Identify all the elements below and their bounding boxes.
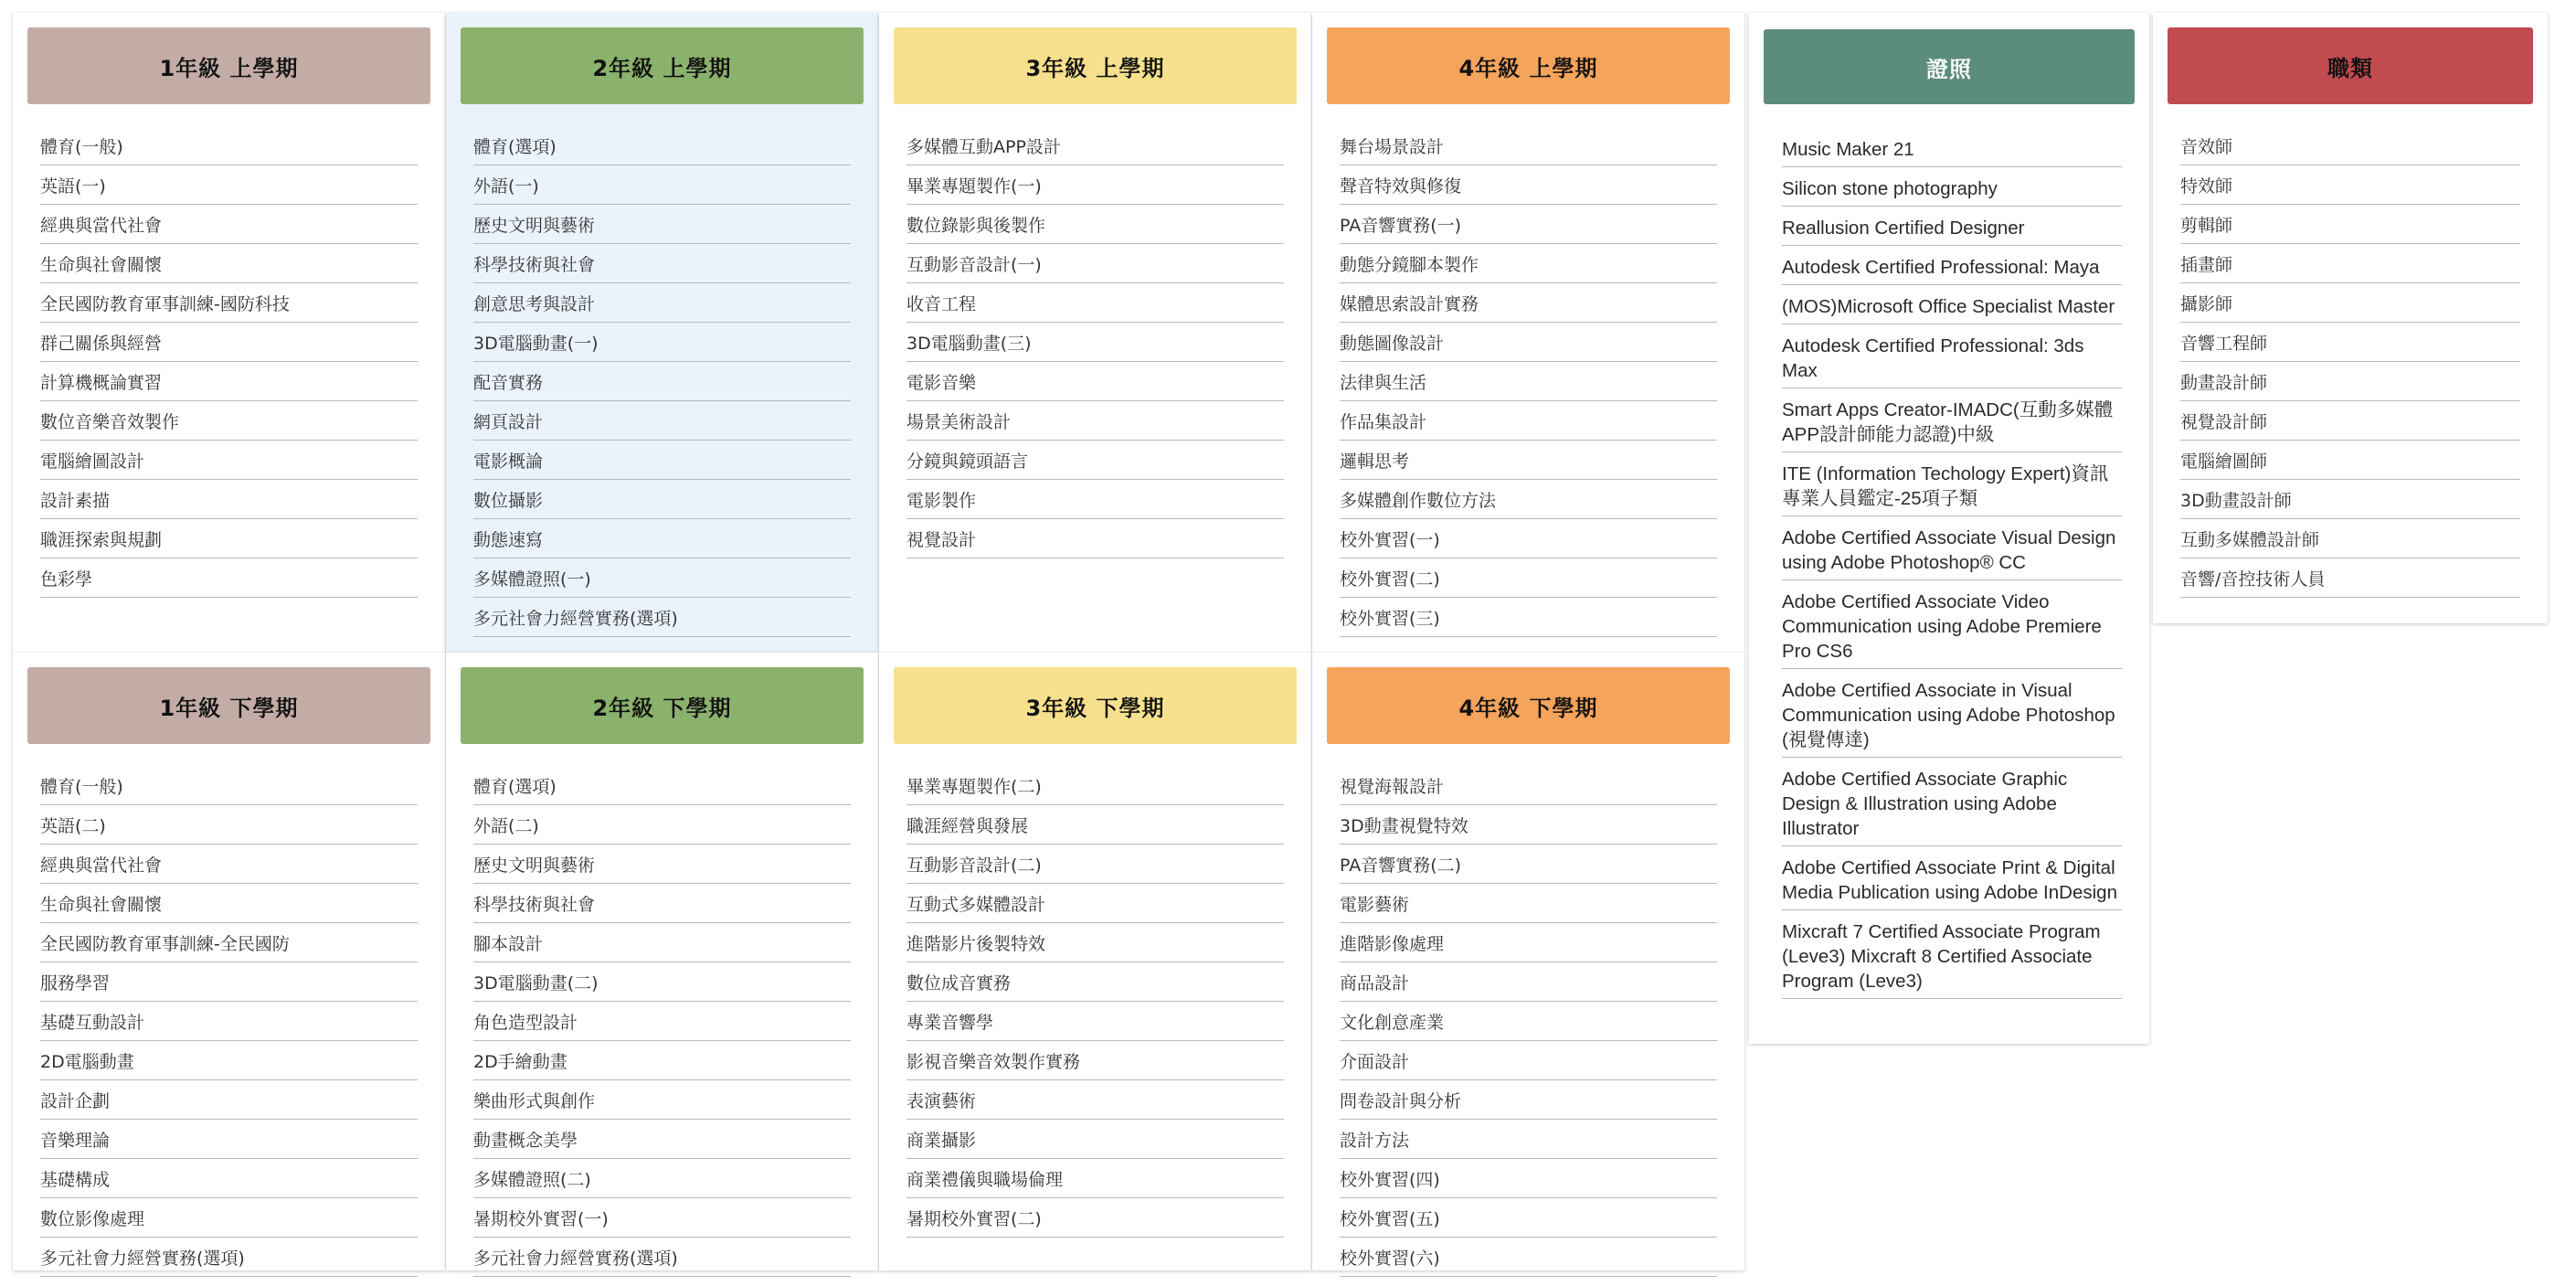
course-item: 配音實務 [473,371,851,401]
semester-header: 1年級 下學期 [27,667,430,744]
course-item: 動畫概念美學 [473,1129,851,1159]
course-item: 色彩學 [40,568,418,598]
semester-panel-y3-down [879,653,1311,1270]
certificate-item: Autodesk Certified Professional: 3ds Max [1782,334,2122,388]
course-list [40,775,418,1286]
course-item: 互動式多媒體設計 [906,893,1284,923]
course-item: 體育(選項) [473,135,851,165]
job-panel [2153,13,2548,623]
course-item: 校外實習(五) [1340,1207,1717,1238]
course-item: 數位攝影 [473,489,851,519]
certificate-item: (MOS)Microsoft Office Specialist Master [1782,294,2122,324]
job-item: 電腦繪圖師 [2180,450,2520,480]
course-item: 法律與生活 [1340,371,1717,401]
course-item: 基礎互動設計 [40,1011,418,1041]
course-list [473,135,851,646]
course-item: 多元社會力經營實務(選項) [473,607,851,637]
course-item: 動態圖像設計 [1340,332,1717,362]
course-item: 設計企劃 [40,1089,418,1120]
course-item: 畢業專題製作(一) [906,175,1284,205]
course-item: 電腦繪圖設計 [40,450,418,480]
course-item: 動態分鏡腳本製作 [1340,253,1717,283]
course-item: 全民國防教育軍事訓練-國防科技 [40,292,418,323]
semester-panel-y2-down [446,653,878,1270]
course-item: 畢業專題製作(二) [906,775,1284,805]
course-item: 電影概論 [473,450,851,480]
course-item: 2D手繪動畫 [473,1050,851,1080]
course-item: 音樂理論 [40,1129,418,1159]
job-item: 剪輯師 [2180,214,2520,244]
course-item: 3D動畫視覺特效 [1340,814,1717,845]
course-item: PA音響實務(二) [1340,854,1717,884]
course-item: 3D電腦動畫(一) [473,332,851,362]
certificate-item: Smart Apps Creator-IMADC(互動多媒體APP設計師能力認證)中級 [1782,398,2122,452]
course-item: 電影藝術 [1340,893,1717,923]
course-item: 商業攝影 [906,1129,1284,1159]
course-item: 表演藝術 [906,1089,1284,1120]
course-item: 英語(二) [40,814,418,845]
course-item: PA音響實務(一) [1340,214,1717,244]
course-item: 互動影音設計(二) [906,854,1284,884]
course-list [906,775,1284,1247]
semester-header: 3年級 上學期 [894,27,1297,104]
course-item: 多媒體互動APP設計 [906,135,1284,165]
certificate-item: Adobe Certified Associate in Visual Communication using Adobe Photoshop (視覺傳達) [1782,678,2122,758]
course-item: 影視音樂音效製作實務 [906,1050,1284,1080]
course-item: 多元社會力經營實務(選項) [40,1247,418,1277]
certificate-item: Mixcraft 7 Certified Associate Program (Leve3) Mixcraft 8 Certified Associate Program (Leve3) [1782,919,2122,999]
course-item: 校外實習(一) [1340,528,1717,558]
course-item: 校外實習(三) [1340,607,1717,637]
course-item: 舞台場景設計 [1340,135,1717,165]
semester-panel-y4-up [1312,13,1744,653]
course-item: 多媒體創作數位方法 [1340,489,1717,519]
job-header: 職類 [2168,27,2533,104]
course-item: 基礎構成 [40,1168,418,1198]
certificate-item: ITE (Information Techology Expert)資訊專業人員鑑定-25項子類 [1782,462,2122,516]
course-item: 多媒體證照(二) [473,1168,851,1198]
course-item: 3D電腦動畫(二) [473,972,851,1002]
course-item: 數位音樂音效製作 [40,410,418,441]
course-item: 角色造型設計 [473,1011,851,1041]
course-item: 收音工程 [906,292,1284,323]
certificate-list [1782,137,2122,1008]
course-item: 介面設計 [1340,1050,1717,1080]
semester-header: 3年級 下學期 [894,667,1297,744]
course-item: 分鏡與鏡頭語言 [906,450,1284,480]
course-item: 聲音特效與修復 [1340,175,1717,205]
semester-panel-y3-up [879,13,1311,653]
course-item: 視覺海報設計 [1340,775,1717,805]
course-item: 電影製作 [906,489,1284,519]
certificate-panel [1749,13,2149,1044]
course-list [473,775,851,1286]
semester-header: 4年級 下學期 [1327,667,1730,744]
certificate-item: Adobe Certified Associate Graphic Design & Illustration using Adobe Illustrator [1782,767,2122,846]
course-item: 3D電腦動畫(三) [906,332,1284,362]
course-item: 歷史文明與藝術 [473,854,851,884]
course-item: 暑期校外實習(二) [906,1207,1284,1238]
course-item: 多媒體證照(一) [473,568,851,598]
semester-header: 4年級 上學期 [1327,27,1730,104]
job-item: 視覺設計師 [2180,410,2520,441]
semester-panel-y4-down [1312,653,1744,1270]
job-item: 特效師 [2180,175,2520,205]
course-item: 進階影片後製特效 [906,932,1284,962]
job-item: 3D動畫設計師 [2180,489,2520,519]
course-item: 邏輯思考 [1340,450,1717,480]
course-list [1340,775,1717,1286]
course-item: 科學技術與社會 [473,253,851,283]
course-item: 設計方法 [1340,1129,1717,1159]
course-item: 視覺設計 [906,528,1284,558]
course-item: 動態速寫 [473,528,851,558]
semester-header: 2年級 上學期 [461,27,864,104]
course-item: 腳本設計 [473,932,851,962]
course-item: 全民國防教育軍事訓練-全民國防 [40,932,418,962]
certificate-item: Autodesk Certified Professional: Maya [1782,255,2122,285]
job-item: 動畫設計師 [2180,371,2520,401]
job-item: 互動多媒體設計師 [2180,528,2520,558]
course-item: 場景美術設計 [906,410,1284,441]
course-item: 群己關係與經營 [40,332,418,362]
semester-header: 2年級 下學期 [461,667,864,744]
job-item: 攝影師 [2180,292,2520,323]
semester-header: 1年級 上學期 [27,27,430,104]
course-item: 科學技術與社會 [473,893,851,923]
course-item: 互動影音設計(一) [906,253,1284,283]
course-item: 職涯經營與發展 [906,814,1284,845]
course-item: 校外實習(六) [1340,1247,1717,1277]
certificate-item: Adobe Certified Associate Video Communication using Adobe Premiere Pro CS6 [1782,590,2122,669]
job-item: 音響工程師 [2180,332,2520,362]
course-item: 文化創意產業 [1340,1011,1717,1041]
course-item: 數位錄影與後製作 [906,214,1284,244]
course-list [906,135,1284,568]
course-item: 計算機概論實習 [40,371,418,401]
course-item: 生命與社會關懷 [40,893,418,923]
job-item: 音響/音控技術人員 [2180,568,2520,598]
course-item: 網頁設計 [473,410,851,441]
course-list [1340,135,1717,646]
course-item: 多元社會力經營實務(選項) [473,1247,851,1277]
job-list [2180,135,2520,607]
course-item: 經典與當代社會 [40,214,418,244]
course-item: 外語(二) [473,814,851,845]
certificate-item: Music Maker 21 [1782,137,2122,167]
certificate-header: 證照 [1764,29,2135,104]
job-item: 插畫師 [2180,253,2520,283]
job-item: 音效師 [2180,135,2520,165]
semester-panel-y2-up [446,13,878,653]
certificate-item: Silicon stone photography [1782,176,2122,207]
course-list [40,135,418,607]
course-item: 職涯探索與規劃 [40,528,418,558]
semester-panel-y1-down [13,653,445,1270]
course-item: 校外實習(二) [1340,568,1717,598]
course-item: 體育(選項) [473,775,851,805]
course-item: 2D電腦動畫 [40,1050,418,1080]
course-item: 媒體思索設計實務 [1340,292,1717,323]
course-item: 設計素描 [40,489,418,519]
course-item: 英語(一) [40,175,418,205]
course-item: 體育(一般) [40,775,418,805]
course-item: 校外實習(四) [1340,1168,1717,1198]
course-item: 商業禮儀與職場倫理 [906,1168,1284,1198]
course-item: 電影音樂 [906,371,1284,401]
course-item: 生命與社會關懷 [40,253,418,283]
course-item: 數位成音實務 [906,972,1284,1002]
course-item: 外語(一) [473,175,851,205]
course-item: 經典與當代社會 [40,854,418,884]
course-item: 商品設計 [1340,972,1717,1002]
course-item: 樂曲形式與創作 [473,1089,851,1120]
course-item: 暑期校外實習(一) [473,1207,851,1238]
course-item: 作品集設計 [1340,410,1717,441]
course-item: 問卷設計與分析 [1340,1089,1717,1120]
certificate-item: Reallusion Certified Designer [1782,216,2122,246]
course-item: 創意思考與設計 [473,292,851,323]
course-item: 服務學習 [40,972,418,1002]
course-item: 專業音響學 [906,1011,1284,1041]
course-item: 進階影像處理 [1340,932,1717,962]
course-item: 歷史文明與藝術 [473,214,851,244]
certificate-item: Adobe Certified Associate Visual Design using Adobe Photoshop® CC [1782,526,2122,580]
course-item: 數位影像處理 [40,1207,418,1238]
certificate-item: Adobe Certified Associate Print & Digital Media Publication using Adobe InDesign [1782,856,2122,910]
semester-panel-y1-up [13,13,445,653]
course-item: 體育(一般) [40,135,418,165]
